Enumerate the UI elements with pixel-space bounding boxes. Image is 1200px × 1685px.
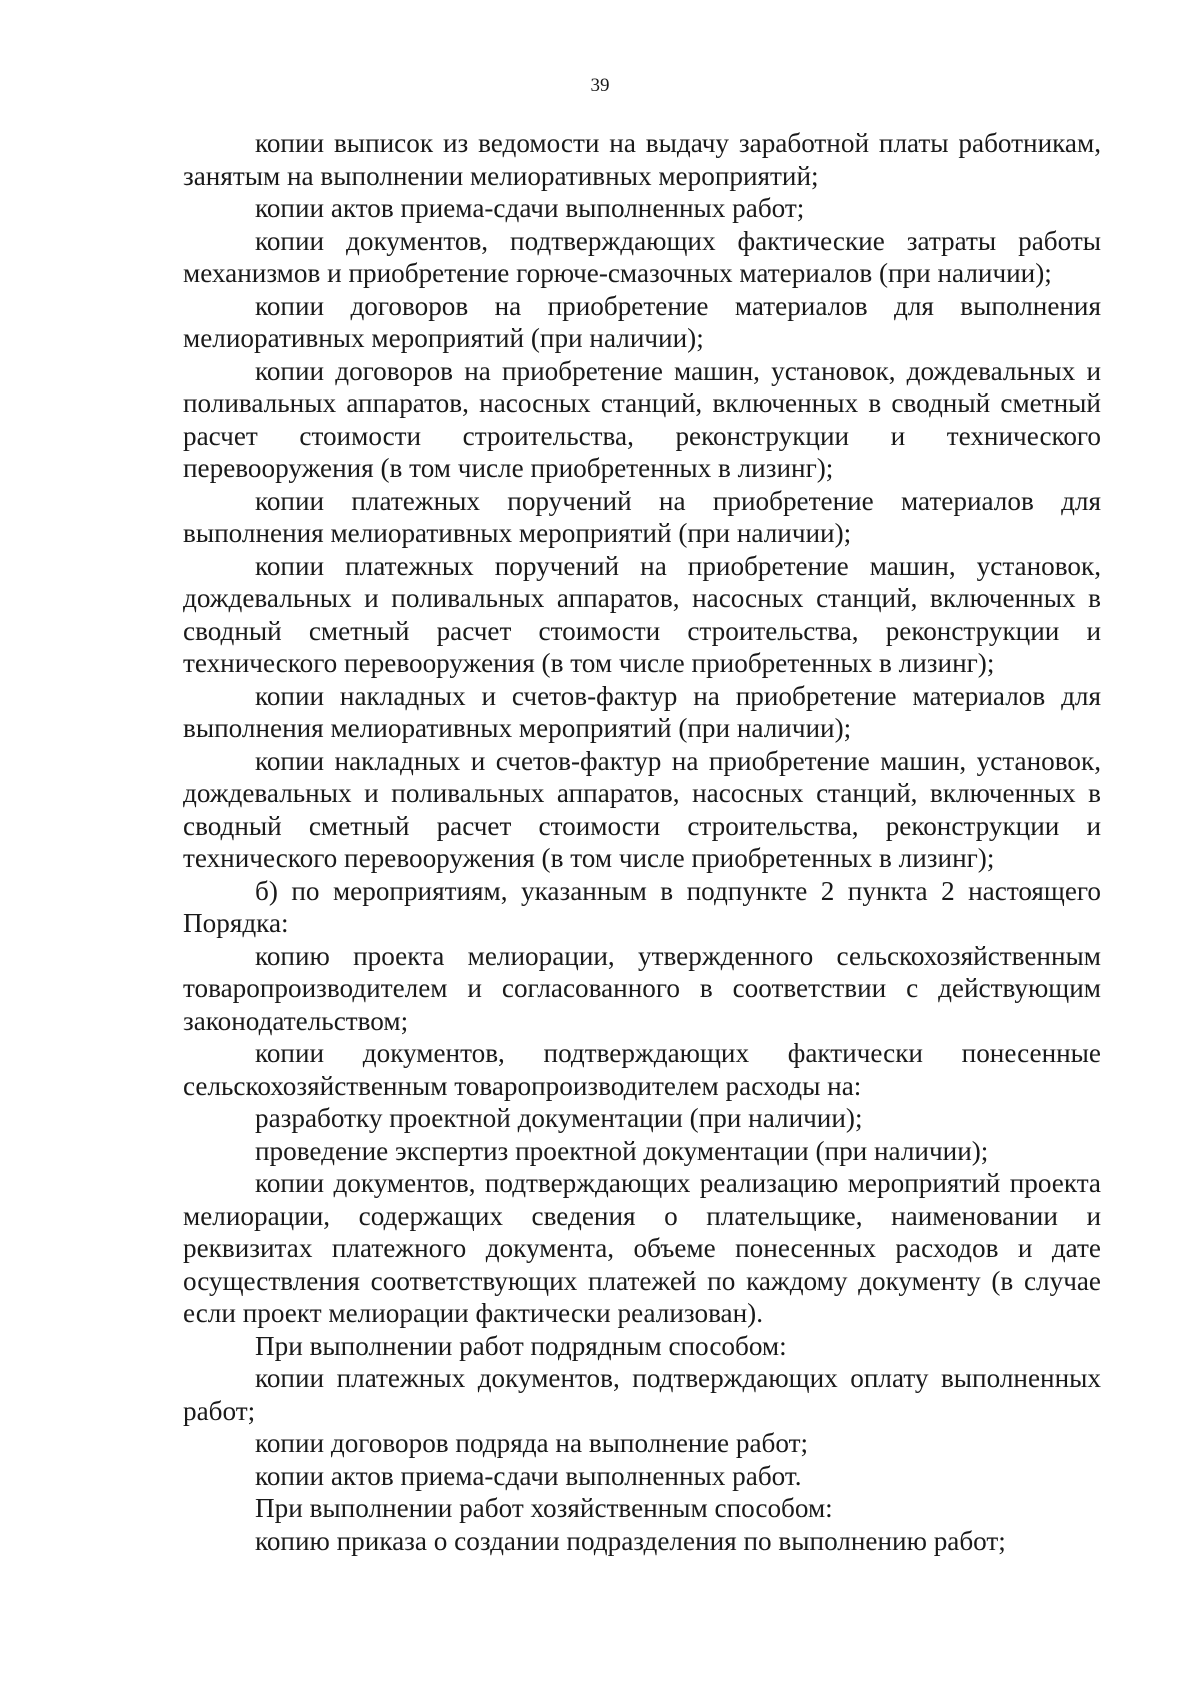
paragraph: разработку проектной документации (при наличии); bbox=[255, 1103, 863, 1133]
paragraph: копии договоров на приобретение машин, установок, дождевальных и поливальных аппаратов, насосных станций, включенных в сводный сметный расчет стоимости строительства, реконструкции и технического перевооружения (в том числе приобретенных в лизинг); bbox=[183, 355, 1101, 483]
paragraph: б) по мероприятиям, указанным в подпункте 2 пункта 2 настоящего Порядка: bbox=[183, 875, 1101, 938]
paragraph: копии платежных документов, подтверждающих оплату выполненных работ; bbox=[183, 1363, 1101, 1426]
paragraph: копии актов приема-сдачи выполненных работ; bbox=[255, 193, 805, 223]
paragraph: копии документов, подтверждающих фактически понесенные сельскохозяйственным товаропроизводителем расходы на: bbox=[183, 1038, 1101, 1101]
paragraph: копии выписок из ведомости на выдачу заработной платы работникам, занятым на выполнении мелиоративных мероприятий; bbox=[183, 128, 1101, 191]
paragraph: копии платежных поручений на приобретение материалов для выполнения мелиоративных мероприятий (при наличии); bbox=[183, 485, 1101, 548]
paragraph: проведение экспертиз проектной документации (при наличии); bbox=[255, 1135, 989, 1166]
paragraph: копии накладных и счетов-фактур на приобретение машин, установок, дождевальных и поливальных аппаратов, насосных станций, включенных в сводный сметный расчет стоимости строительства, реконструкции и технического перевооружения (в том числе приобретенных в лизинг); bbox=[183, 745, 1101, 873]
paragraph: копии документов, подтверждающих фактические затраты работы механизмов и приобретение горюче-смазочных материалов (при наличии); bbox=[183, 225, 1101, 288]
paragraph: копии документов, подтверждающих реализацию мероприятий проекта мелиорации, содержащих сведения о плательщике, наименовании и реквизитах платежного документа, объеме понесенных расходов и дате осуществления соответствующих платежей по каждому документу (в случае если проект мелиорации фактически реализован). bbox=[183, 1168, 1101, 1328]
paragraph: При выполнении работ подрядным способом: bbox=[255, 1330, 787, 1361]
paragraph: копии договоров подряда на выполнение работ; bbox=[255, 1428, 809, 1458]
document-body bbox=[183, 127, 1101, 1557]
paragraph: копии договоров на приобретение материалов для выполнения мелиоративных мероприятий (при наличии); bbox=[183, 290, 1101, 353]
paragraph: копии накладных и счетов-фактур на приобретение материалов для выполнения мелиоративных мероприятий (при наличии); bbox=[183, 680, 1101, 743]
paragraph: копии актов приема-сдачи выполненных работ. bbox=[255, 1460, 802, 1491]
paragraph: копию приказа о создании подразделения по выполнению работ; bbox=[255, 1525, 1006, 1556]
paragraph: копии платежных поручений на приобретение машин, установок, дождевальных и поливальных аппаратов, насосных станций, включенных в сводный сметный расчет стоимости строительства, реконструкции и технического перевооружения (в том числе приобретенных в лизинг); bbox=[183, 550, 1101, 678]
paragraph: копию проекта мелиорации, утвержденного сельскохозяйственным товаропроизводителем и согласованного в соответствии с действующим законодательством; bbox=[183, 940, 1101, 1036]
page-number: 39 bbox=[590, 75, 610, 96]
paragraph: При выполнении работ хозяйственным способом: bbox=[255, 1493, 833, 1523]
